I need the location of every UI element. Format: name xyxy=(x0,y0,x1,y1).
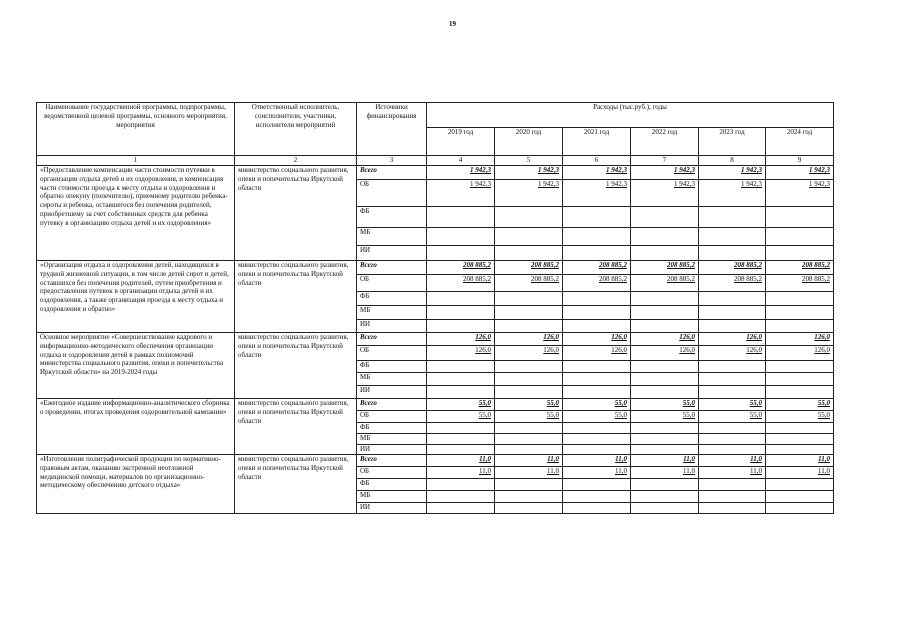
amount-ob: 126,0 xyxy=(563,346,631,361)
amount-empty xyxy=(427,207,495,228)
amount-total: 208 885,2 xyxy=(699,261,766,275)
amount-empty xyxy=(563,434,631,445)
amount-ob: 11,0 xyxy=(495,467,563,479)
amount-empty xyxy=(766,292,834,306)
amount-empty xyxy=(766,503,834,514)
amount-empty xyxy=(699,246,766,261)
amount-total: 1 942,3 xyxy=(563,166,631,180)
amount-empty xyxy=(699,373,766,386)
amount-total: 11,0 xyxy=(495,455,563,467)
amount-empty xyxy=(427,306,495,320)
header-year: 2021 год xyxy=(563,128,631,156)
amount-empty xyxy=(631,479,699,491)
column-number: 8 xyxy=(699,156,766,166)
amount-empty xyxy=(631,491,699,503)
source-label: ОБ xyxy=(357,275,427,292)
amount-ob: 55,0 xyxy=(563,411,631,423)
amount-ob: 208 885,2 xyxy=(699,275,766,292)
measure-description: «Предоставление компенсации части стоимости путевки в организации отдыха детей и их оздоровления, и компенсация части стоимости проезда к месту отдыха и оздоровления и обратно опекуну (попечителю), приемному родителю ребенка-сироты и ребенка, оставшегося без попечения родителей, приобретшему за счет собственных средств для ребенка путевку в организацию отдыха детей и их оздоровления» xyxy=(37,166,235,261)
amount-ob: 1 942,3 xyxy=(766,180,834,207)
amount-empty xyxy=(427,292,495,306)
amount-empty xyxy=(699,434,766,445)
amount-empty xyxy=(699,207,766,228)
amount-empty xyxy=(699,361,766,373)
amount-empty xyxy=(495,479,563,491)
amount-empty xyxy=(766,386,834,399)
amount-empty xyxy=(563,491,631,503)
column-number: 1 xyxy=(37,156,235,166)
header-year: 2022 год xyxy=(631,128,699,156)
amount-empty xyxy=(766,246,834,261)
amount-empty xyxy=(495,386,563,399)
amount-total: 11,0 xyxy=(699,455,766,467)
amount-empty xyxy=(766,423,834,434)
header-name: Наименование государственной программы, подпрограммы, ведомственной целевой программы, основного мероприятия, мероприятия xyxy=(37,103,235,156)
amount-empty xyxy=(563,306,631,320)
amount-ob: 11,0 xyxy=(563,467,631,479)
amount-empty xyxy=(495,423,563,434)
amount-empty xyxy=(427,491,495,503)
amount-ob: 11,0 xyxy=(427,467,495,479)
amount-empty xyxy=(495,434,563,445)
amount-empty xyxy=(495,306,563,320)
source-label: МБ xyxy=(357,306,427,320)
amount-empty xyxy=(631,306,699,320)
source-label: МБ xyxy=(357,228,427,246)
source-label: ОБ xyxy=(357,411,427,423)
amount-total: 126,0 xyxy=(495,333,563,346)
amount-total: 1 942,3 xyxy=(699,166,766,180)
source-label: ФБ xyxy=(357,292,427,306)
amount-ob: 126,0 xyxy=(495,346,563,361)
amount-empty xyxy=(699,320,766,333)
source-label: ИИ xyxy=(357,445,427,455)
amount-ob: 1 942,3 xyxy=(427,180,495,207)
amount-empty xyxy=(631,246,699,261)
amount-empty xyxy=(495,503,563,514)
amount-empty xyxy=(699,386,766,399)
header-sources: Источники финансирования xyxy=(357,103,427,156)
source-label: ФБ xyxy=(357,207,427,228)
amount-empty xyxy=(427,228,495,246)
amount-ob: 11,0 xyxy=(699,467,766,479)
amount-empty xyxy=(699,479,766,491)
amount-total: 55,0 xyxy=(427,399,495,411)
table-row xyxy=(37,166,834,180)
amount-total: 208 885,2 xyxy=(427,261,495,275)
table-row xyxy=(37,333,834,346)
amount-total: 55,0 xyxy=(699,399,766,411)
amount-empty xyxy=(766,361,834,373)
amount-empty xyxy=(427,320,495,333)
source-label: ФБ xyxy=(357,361,427,373)
amount-empty xyxy=(766,479,834,491)
amount-total: 208 885,2 xyxy=(766,261,834,275)
amount-empty xyxy=(699,423,766,434)
source-label: МБ xyxy=(357,434,427,445)
amount-ob: 1 942,3 xyxy=(495,180,563,207)
amount-ob: 11,0 xyxy=(766,467,834,479)
amount-total: 126,0 xyxy=(766,333,834,346)
amount-ob: 208 885,2 xyxy=(631,275,699,292)
amount-empty xyxy=(631,207,699,228)
amount-total: 1 942,3 xyxy=(631,166,699,180)
page-number: 19 xyxy=(449,20,456,28)
amount-empty xyxy=(427,373,495,386)
column-numbers-row xyxy=(37,156,834,166)
amount-empty xyxy=(631,423,699,434)
amount-total: 1 942,3 xyxy=(495,166,563,180)
column-number: 9 xyxy=(766,156,834,166)
table-row xyxy=(37,261,834,275)
amount-empty xyxy=(495,445,563,455)
amount-ob: 55,0 xyxy=(495,411,563,423)
measure-executor: министерство социального развития, опеки и попечительства Иркутской области xyxy=(235,333,357,399)
column-number: 3 xyxy=(357,156,427,166)
amount-empty xyxy=(766,434,834,445)
amount-empty xyxy=(631,503,699,514)
amount-empty xyxy=(495,292,563,306)
amount-ob: 1 942,3 xyxy=(699,180,766,207)
amount-empty xyxy=(766,320,834,333)
amount-empty xyxy=(427,503,495,514)
source-label: ИИ xyxy=(357,503,427,514)
measure-description: «Ежегодное издание информационно-аналитического сборника о проведении, итогах проведения оздоровительной кампании» xyxy=(37,399,235,455)
source-label: ОБ xyxy=(357,467,427,479)
amount-ob: 55,0 xyxy=(699,411,766,423)
source-label: ФБ xyxy=(357,479,427,491)
source-label: Всего xyxy=(357,455,427,467)
column-number: 4 xyxy=(427,156,495,166)
amount-total: 11,0 xyxy=(563,455,631,467)
amount-empty xyxy=(631,434,699,445)
amount-empty xyxy=(563,503,631,514)
amount-ob: 208 885,2 xyxy=(427,275,495,292)
amount-empty xyxy=(563,373,631,386)
amount-empty xyxy=(563,445,631,455)
budget-table xyxy=(36,102,834,514)
amount-empty xyxy=(631,361,699,373)
amount-empty xyxy=(563,386,631,399)
amount-empty xyxy=(631,373,699,386)
table-row xyxy=(37,455,834,467)
source-label: Всего xyxy=(357,261,427,275)
amount-ob: 208 885,2 xyxy=(563,275,631,292)
amount-total: 208 885,2 xyxy=(495,261,563,275)
source-label: МБ xyxy=(357,491,427,503)
amount-total: 208 885,2 xyxy=(631,261,699,275)
amount-empty xyxy=(495,491,563,503)
amount-ob: 55,0 xyxy=(766,411,834,423)
amount-empty xyxy=(495,373,563,386)
amount-empty xyxy=(699,491,766,503)
amount-empty xyxy=(427,445,495,455)
amount-empty xyxy=(766,306,834,320)
amount-empty xyxy=(563,207,631,228)
amount-total: 208 885,2 xyxy=(563,261,631,275)
amount-empty xyxy=(427,386,495,399)
source-label: ОБ xyxy=(357,346,427,361)
amount-empty xyxy=(563,361,631,373)
source-label: Всего xyxy=(357,166,427,180)
amount-total: 55,0 xyxy=(631,399,699,411)
amount-empty xyxy=(427,434,495,445)
amount-total: 11,0 xyxy=(766,455,834,467)
source-label: МБ xyxy=(357,373,427,386)
header-year: 2023 год xyxy=(699,128,766,156)
measure-description: «Изготовление полиграфической продукции по нормативно-правовым актам, оказанию экстренной неотложной медицинской помощи, материалов по организационно-методическому обеспечению детского отдыха» xyxy=(37,455,235,514)
amount-total: 11,0 xyxy=(631,455,699,467)
source-label: ФБ xyxy=(357,423,427,434)
amount-empty xyxy=(766,228,834,246)
amount-empty xyxy=(563,479,631,491)
amount-empty xyxy=(563,423,631,434)
amount-ob: 208 885,2 xyxy=(495,275,563,292)
column-number: 2 xyxy=(235,156,357,166)
measure-executor: министерство социального развития, опеки и попечительства Иркутской области xyxy=(235,455,357,514)
amount-empty xyxy=(766,373,834,386)
amount-ob: 126,0 xyxy=(427,346,495,361)
amount-total: 11,0 xyxy=(427,455,495,467)
amount-total: 55,0 xyxy=(495,399,563,411)
amount-empty xyxy=(699,445,766,455)
amount-total: 55,0 xyxy=(563,399,631,411)
amount-total: 126,0 xyxy=(563,333,631,346)
amount-empty xyxy=(631,445,699,455)
amount-empty xyxy=(766,445,834,455)
amount-empty xyxy=(427,479,495,491)
column-number: 6 xyxy=(563,156,631,166)
amount-empty xyxy=(495,361,563,373)
amount-total: 55,0 xyxy=(766,399,834,411)
header-year: 2024 год xyxy=(766,128,834,156)
amount-ob: 1 942,3 xyxy=(563,180,631,207)
table-row xyxy=(37,399,834,411)
column-number: 5 xyxy=(495,156,563,166)
column-number: 7 xyxy=(631,156,699,166)
amount-total: 1 942,3 xyxy=(766,166,834,180)
measure-executor: министерство социального развития, опеки и попечительства Иркутской области xyxy=(235,166,357,261)
amount-ob: 55,0 xyxy=(427,411,495,423)
amount-empty xyxy=(427,361,495,373)
amount-empty xyxy=(631,320,699,333)
amount-empty xyxy=(631,292,699,306)
amount-empty xyxy=(427,423,495,434)
amount-empty xyxy=(699,503,766,514)
amount-empty xyxy=(563,292,631,306)
amount-empty xyxy=(563,320,631,333)
source-label: Всего xyxy=(357,333,427,346)
amount-empty xyxy=(699,292,766,306)
amount-empty xyxy=(563,246,631,261)
header-expenses: Расходы (тыс.руб.), годы xyxy=(427,103,834,128)
measure-executor: министерство социального развития, опеки и попечительства Иркутской области xyxy=(235,399,357,455)
header-year: 2019 год xyxy=(427,128,495,156)
header-executor: Ответственный исполнитель, соисполнители, участники, исполнители мероприятий xyxy=(235,103,357,156)
source-label: ИИ xyxy=(357,246,427,261)
amount-ob: 11,0 xyxy=(631,467,699,479)
source-label: Всего xyxy=(357,399,427,411)
amount-empty xyxy=(495,228,563,246)
amount-empty xyxy=(495,246,563,261)
amount-ob: 1 942,3 xyxy=(631,180,699,207)
amount-empty xyxy=(631,386,699,399)
amount-ob: 208 885,2 xyxy=(766,275,834,292)
amount-ob: 126,0 xyxy=(766,346,834,361)
amount-empty xyxy=(631,228,699,246)
amount-total: 126,0 xyxy=(699,333,766,346)
amount-empty xyxy=(699,228,766,246)
measure-description: «Организация отдыха и оздоровления детей, находящихся в трудной жизненной ситуации, в том числе детей сирот и детей, оставшихся без попечения родителей, путем приобретения и предоставления путевок в организации отдыха детей и их оздоровления, а также организация проезда к месту отдыха и оздоровления и обратно» xyxy=(37,261,235,333)
amount-total: 126,0 xyxy=(427,333,495,346)
amount-empty xyxy=(427,246,495,261)
amount-ob: 55,0 xyxy=(631,411,699,423)
amount-total: 126,0 xyxy=(631,333,699,346)
amount-empty xyxy=(766,491,834,503)
amount-ob: 126,0 xyxy=(699,346,766,361)
amount-empty xyxy=(495,320,563,333)
amount-empty xyxy=(495,207,563,228)
amount-empty xyxy=(699,306,766,320)
source-label: ОБ xyxy=(357,180,427,207)
amount-ob: 126,0 xyxy=(631,346,699,361)
measure-description: Основное мероприятие «Совершенствование кадрового и информационно-методического обеспечения организации отдыха и оздоровления детей в рамках полномочий министерства социального развития, опеки и попечительства Иркутской области» на 2019-2024 годы xyxy=(37,333,235,399)
source-label: ИИ xyxy=(357,386,427,399)
amount-empty xyxy=(766,207,834,228)
amount-total: 1 942,3 xyxy=(427,166,495,180)
measure-executor: министерство социального развития, опеки и попечительства Иркутской области xyxy=(235,261,357,333)
amount-empty xyxy=(563,228,631,246)
source-label: ИИ xyxy=(357,320,427,333)
header-year: 2020 год xyxy=(495,128,563,156)
